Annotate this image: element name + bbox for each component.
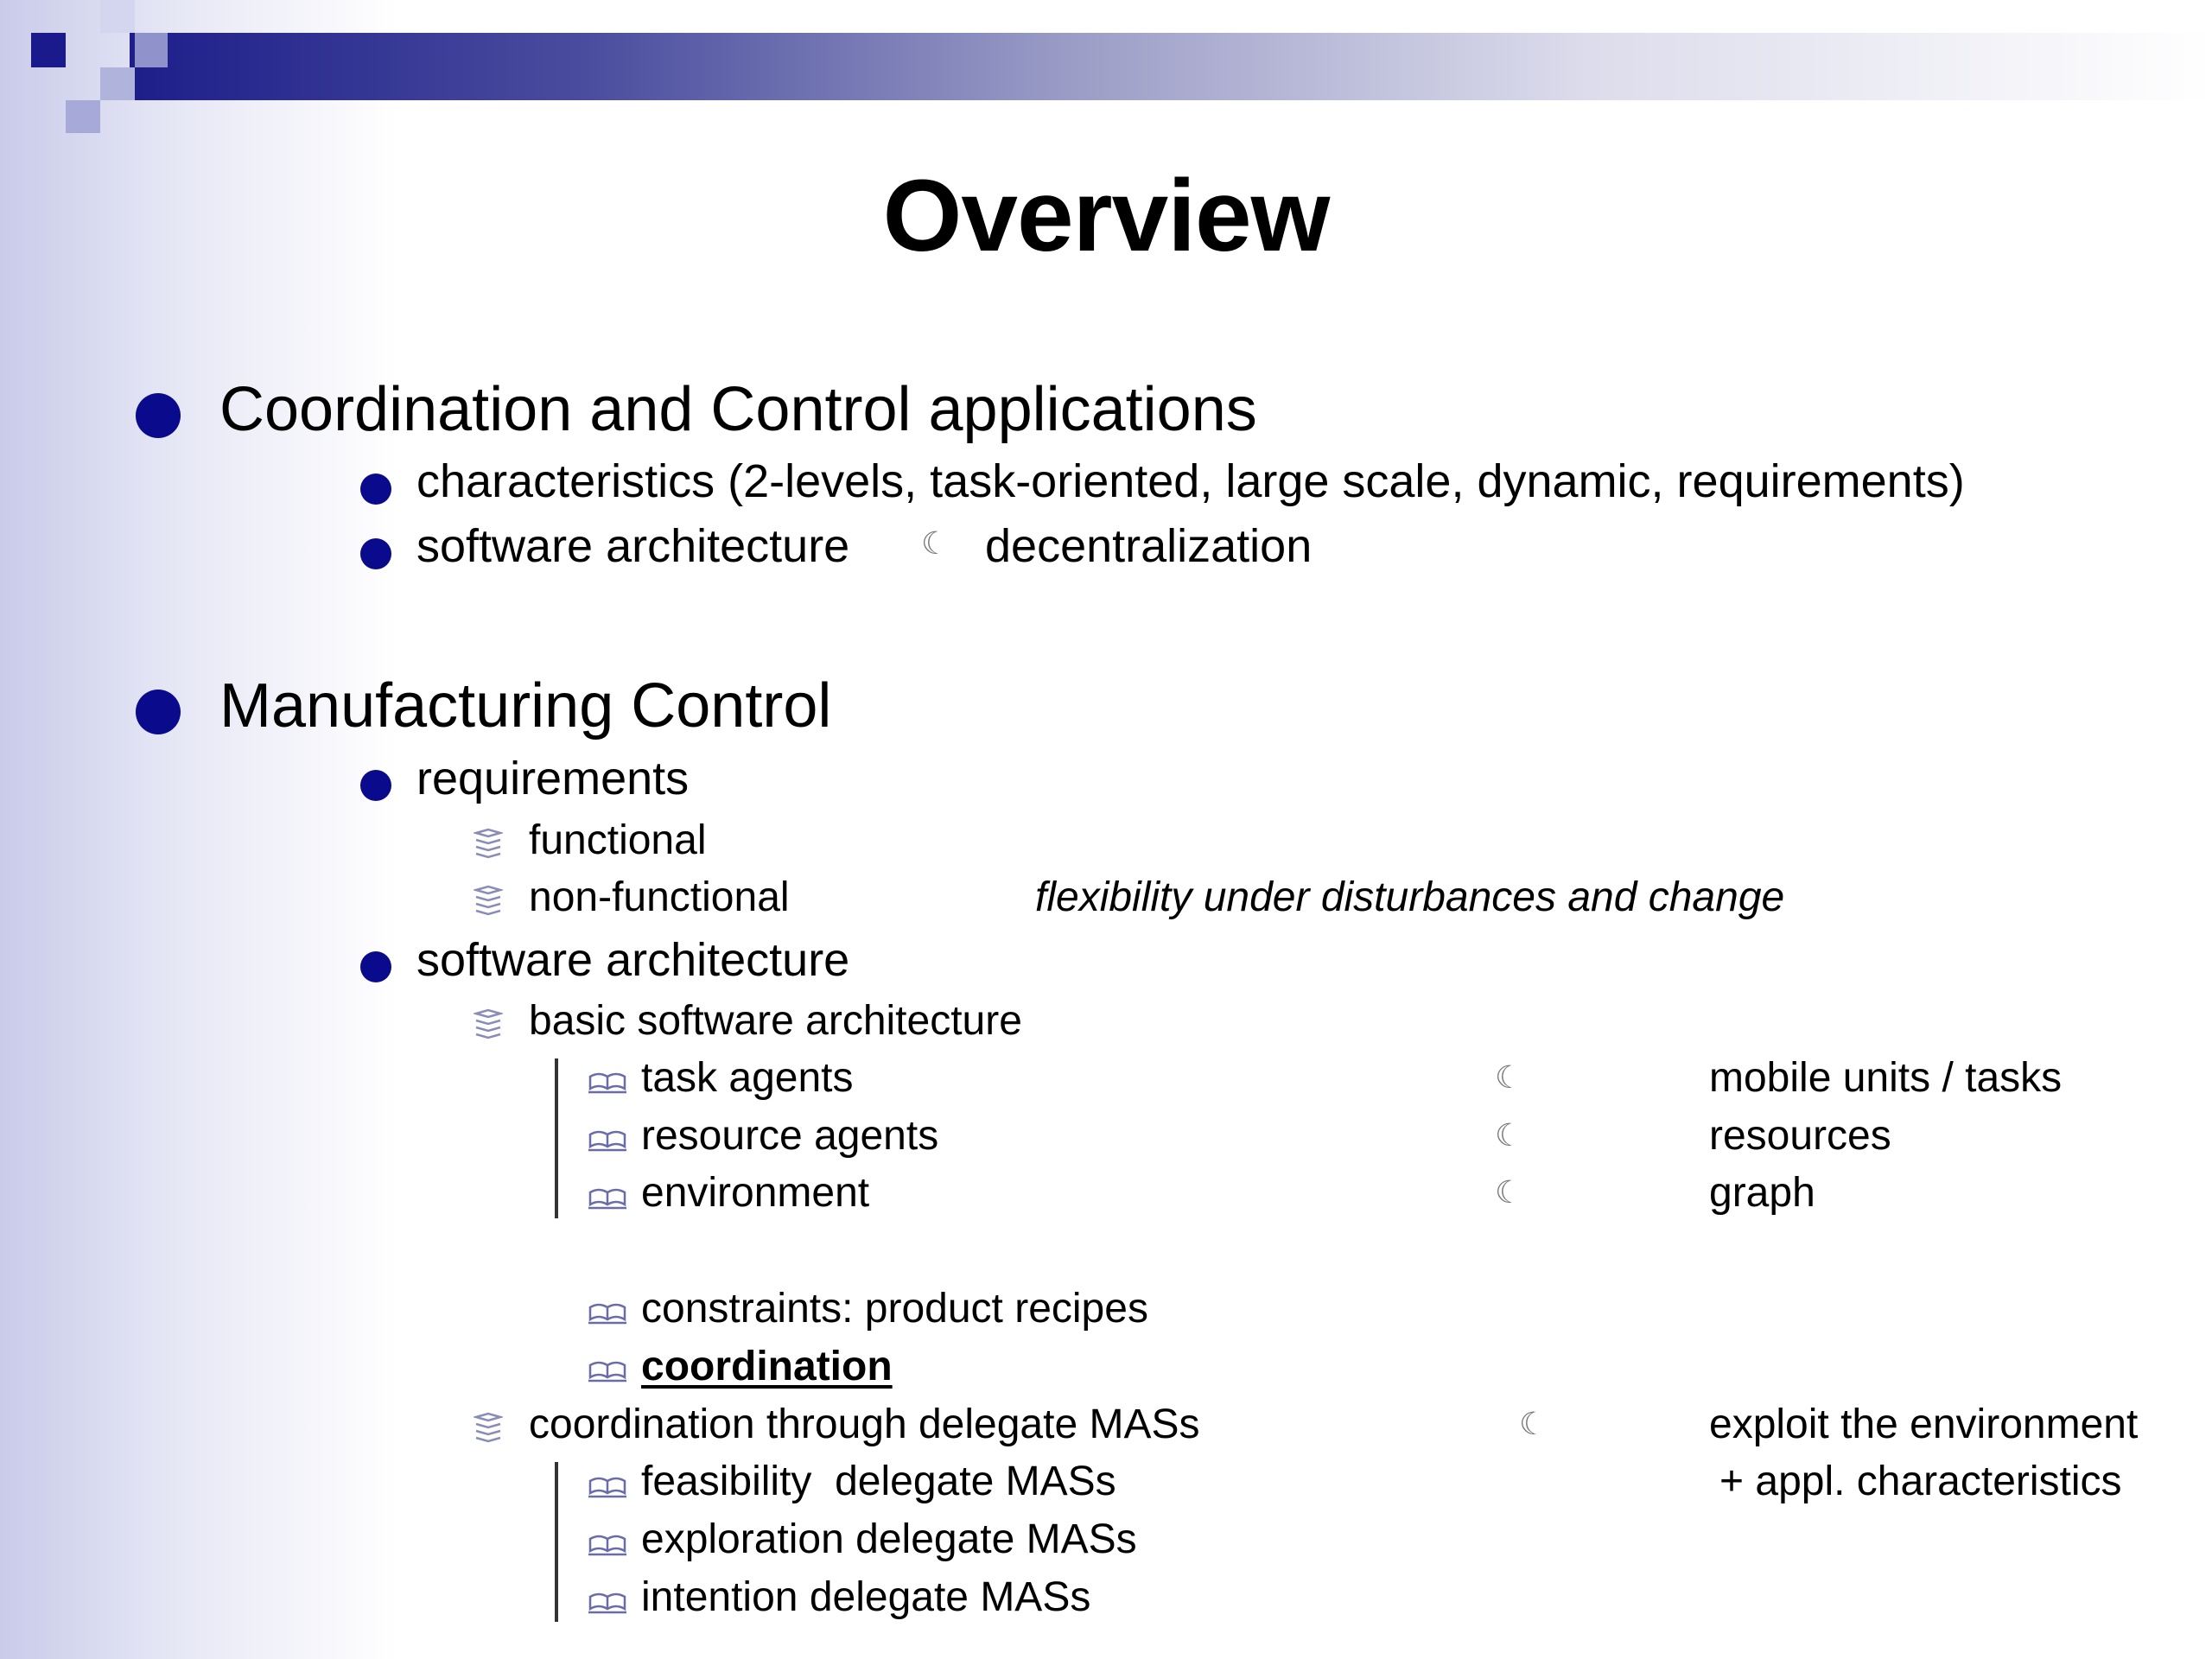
open-book-icon (588, 1070, 627, 1096)
stacked-pages-icon (474, 828, 503, 859)
task-agents-item: task agents (641, 1055, 854, 1101)
decor-square (100, 67, 135, 100)
bullet-icon (136, 393, 181, 438)
delegate-mapping-2: + appl. characteristics (1719, 1459, 2122, 1504)
group-bracket (555, 1058, 558, 1218)
open-book-icon (588, 1358, 627, 1384)
environment-mapping: graph (1709, 1170, 1815, 1216)
requirements-item: requirements (416, 753, 690, 804)
open-book-icon (588, 1300, 627, 1326)
decor-square (100, 0, 135, 33)
slide-title: Overview (882, 159, 1330, 273)
title-banner (130, 33, 2212, 100)
decentralization-text: decentralization (985, 520, 1313, 572)
stacked-pages-icon (474, 1412, 503, 1443)
delegate-mapping-1: exploit the environment (1709, 1402, 2139, 1447)
resource-agents-mapping: resources (1709, 1113, 1891, 1159)
stacked-pages-icon (474, 885, 503, 916)
open-book-icon (588, 1532, 627, 1558)
constraints-item: constraints: product recipes (641, 1286, 1148, 1332)
intention-item: intention delegate MASs (641, 1574, 1091, 1620)
decor-square (135, 33, 168, 67)
open-book-icon (588, 1474, 627, 1500)
delegate-mas-item: coordination through delegate MASs (529, 1402, 1200, 1447)
characteristics-item: characteristics (2-levels, task-oriented, large scale, dynamic, requirements) (416, 455, 1965, 507)
bullet-icon (360, 770, 391, 801)
stacked-pages-icon (474, 1008, 503, 1039)
functional-item: functional (529, 817, 707, 863)
software-architecture-item: software architecture (416, 934, 850, 986)
group-bracket (555, 1462, 558, 1622)
coordination-item: coordination (641, 1344, 893, 1389)
arrow-icon: ☾ (1495, 1175, 1523, 1211)
task-agents-mapping: mobile units / tasks (1709, 1055, 2063, 1101)
bullet-icon (360, 538, 391, 569)
architecture-item: software architecture (416, 520, 850, 572)
arrow-icon: ☾ (1495, 1118, 1523, 1154)
exploration-item: exploration delegate MASs (641, 1516, 1137, 1562)
arrow-icon: ☾ (1495, 1060, 1523, 1096)
section-heading-coordination: Coordination and Control applications (219, 375, 1257, 444)
non-functional-item: non-functional (529, 874, 790, 920)
basic-architecture-item: basic software architecture (529, 998, 1022, 1044)
arrow-icon: ☾ (1519, 1407, 1548, 1442)
decor-square (66, 100, 100, 133)
resource-agents-item: resource agents (641, 1113, 939, 1159)
decor-square (31, 33, 66, 67)
flexibility-note: flexibility under disturbances and change (1035, 874, 1785, 920)
section-heading-manufacturing: Manufacturing Control (219, 671, 832, 741)
environment-item: environment (641, 1170, 870, 1216)
open-book-icon (588, 1185, 627, 1211)
open-book-icon (588, 1590, 627, 1616)
bullet-icon (136, 690, 181, 734)
bullet-icon (360, 474, 391, 505)
bullet-icon (360, 951, 391, 982)
feasibility-item: feasibility delegate MASs (641, 1459, 1116, 1504)
open-book-icon (588, 1128, 627, 1154)
arrow-icon: ☾ (921, 526, 950, 562)
